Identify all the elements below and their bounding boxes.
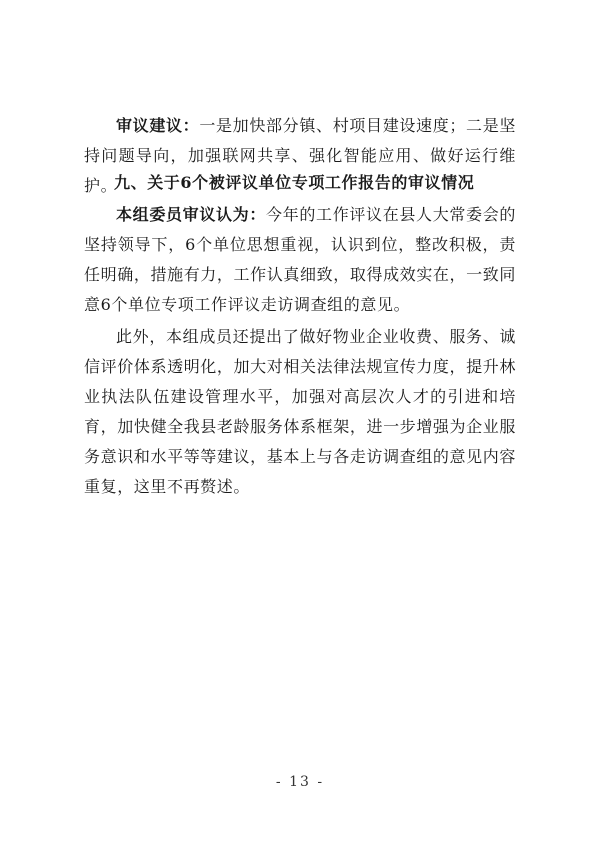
- paragraph-lead-label: 本组委员审议认为：: [116, 205, 267, 224]
- paragraph-body-text: 一是加快部分镇、村项目建设速度；二是坚持问题导向，加强联网共享、强化智能应用、做好运行维护。: [84, 116, 516, 195]
- paragraph-lead-label: 审议建议：: [116, 116, 200, 135]
- page-number: - 13 -: [275, 774, 325, 790]
- paragraph-body-text: 今年的工作评议在县人大常委会的坚持领导下，6个单位思想重视，认识到位，整改积极，责任明确，措施有力，工作认真细致，取得成效实在，一致同意6个单位专项工作评议走访调查组的意见。: [84, 205, 516, 314]
- paragraph-additional-suggestions: 此外，本组成员还提出了做好物业企业收费、服务、诚信评价体系透明化，加大对相关法律法规宣传力度，提升林业执法队伍建设管理水平，加强对高层次人才的引进和培育，加快健全我县老龄服务体系框架，进一步增强为企业服务意识和水平等等建议，基本上与各走访调查组的意见内容重复，这里不再赘述。: [84, 327, 516, 496]
- section-heading-9: 九、关于6个被评议单位专项工作报告的审议情况: [114, 173, 475, 192]
- paragraph-committee-opinion: [84, 200, 516, 320]
